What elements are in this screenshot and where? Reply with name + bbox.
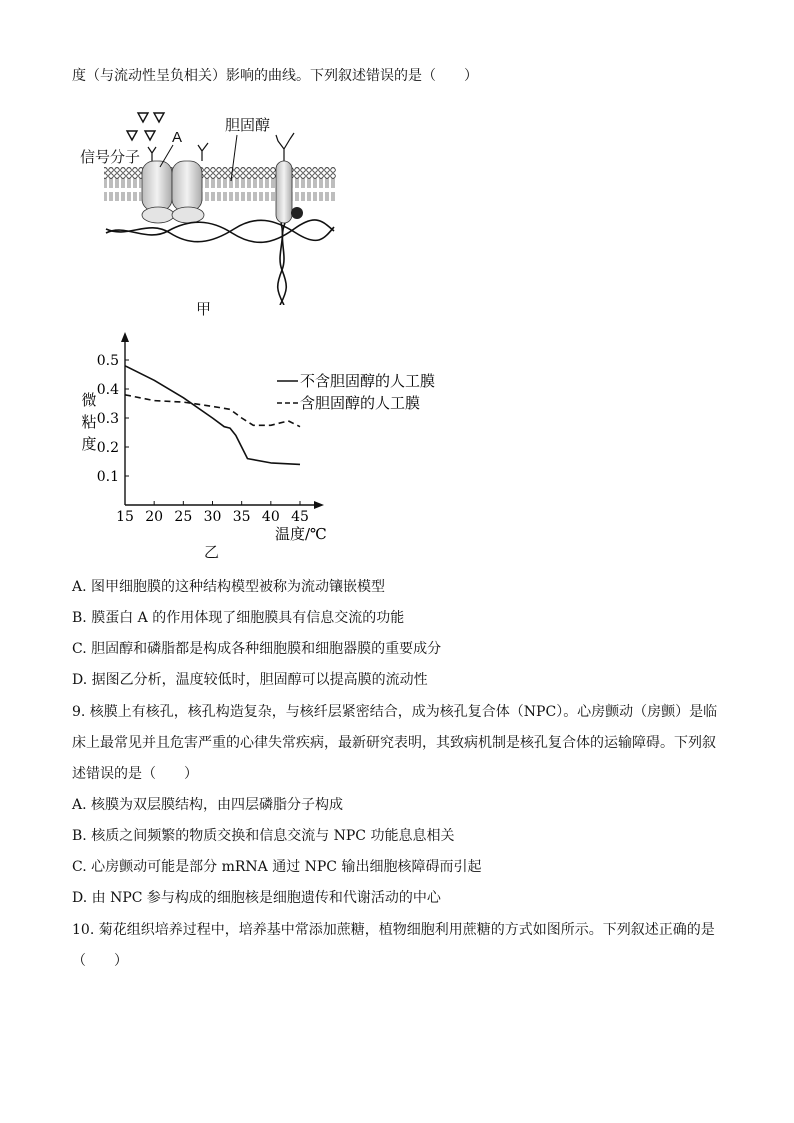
x-tick-label: 15 (116, 509, 134, 525)
y-axis-label-char: 度 (81, 435, 97, 453)
q9-option-d: D. 由 NPC 参与构成的细胞核是细胞遗传和代谢活动的中心 (72, 890, 441, 906)
q9-option-c: C. 心房颤动可能是部分 mRNA 通过 NPC 输出细胞核障碍而引起 (72, 859, 482, 875)
series-line-0 (125, 366, 300, 465)
q8-option-a: A. 图甲细胞膜的这种结构模型被称为流动镶嵌模型 (72, 579, 386, 595)
y-tick-label: 0.2 (96, 440, 119, 456)
cytoskeleton (106, 220, 334, 242)
x-tick-label: 40 (261, 509, 280, 525)
protein-a (142, 161, 172, 211)
phospholipid-bilayer (104, 167, 336, 201)
q9-stem-line-1: 9. 核膜上有核孔，核孔构造复杂，与核纤层紧密结合，成为核孔复合体（NPC）。心房颤动（房颤）是临 (72, 704, 718, 720)
q9-stem-line-2: 床上最常见并且危害严重的心律失常疾病，最新研究表明，其致病机制是核孔复合体的运输障碍。下列叙 (72, 735, 716, 751)
series-line-1 (125, 395, 300, 427)
q8-option-b: B. 膜蛋白 A 的作用体现了细胞膜具有信息交流的功能 (72, 610, 405, 626)
x-tick-label: 35 (232, 509, 251, 525)
q10-stem-line-2: （ ） (72, 953, 128, 969)
y-tick-label: 0.4 (96, 382, 119, 398)
x-tick-label: 30 (203, 509, 222, 525)
y-axis-label-char: 粘 (81, 413, 97, 431)
y-tick-label: 0.1 (96, 469, 119, 485)
x-axis-label: 温度/℃ (275, 525, 327, 543)
y-axis-label-char: 微 (81, 391, 97, 409)
q8-option-d: D. 据图乙分析，温度较低时，胆固醇可以提高膜的流动性 (72, 672, 428, 688)
cholesterol-label: 胆固醇 (225, 116, 271, 134)
figure-yi-caption: 乙 (204, 543, 220, 561)
q9-stem-line-3: 述错误的是（ ） (72, 766, 198, 782)
legend-label-1: 含胆固醇的人工膜 (300, 394, 421, 412)
viscosity-chart (72, 330, 472, 545)
q9-option-b: B. 核质之间频繁的物质交换和信息交流与 NPC 功能息息相关 (72, 828, 455, 844)
transmembrane-protein (276, 161, 292, 223)
signal-molecules (127, 113, 164, 140)
protein-a-label: A (172, 129, 183, 146)
legend-label-0: 不含胆固醇的人工膜 (300, 372, 436, 390)
x-tick-label: 20 (145, 509, 164, 525)
y-tick-label: 0.3 (96, 411, 119, 427)
signal-molecule-label: 信号分子 (80, 148, 141, 166)
y-tick-label: 0.5 (96, 353, 119, 369)
q8-option-c: C. 胆固醇和磷脂都是构成各种细胞膜和细胞器膜的重要成分 (72, 641, 442, 657)
q9-option-a: A. 核膜为双层膜结构，由四层磷脂分子构成 (72, 797, 344, 813)
x-tick-label: 45 (291, 509, 309, 525)
question-8-stem-tail: 度（与流动性呈负相关）影响的曲线。下列叙述错误的是（ ） (72, 68, 478, 84)
x-tick-label: 25 (174, 509, 193, 525)
x-axis-arrow (314, 501, 324, 509)
y-axis-arrow (121, 332, 129, 342)
figure-jia-caption: 甲 (196, 300, 212, 318)
membrane-diagram (72, 105, 352, 305)
q10-stem-line-1: 10. 菊花组织培养过程中，培养基中常添加蔗糖，植物细胞利用蔗糖的方式如图所示。下列叙述正确的是 (72, 922, 715, 938)
